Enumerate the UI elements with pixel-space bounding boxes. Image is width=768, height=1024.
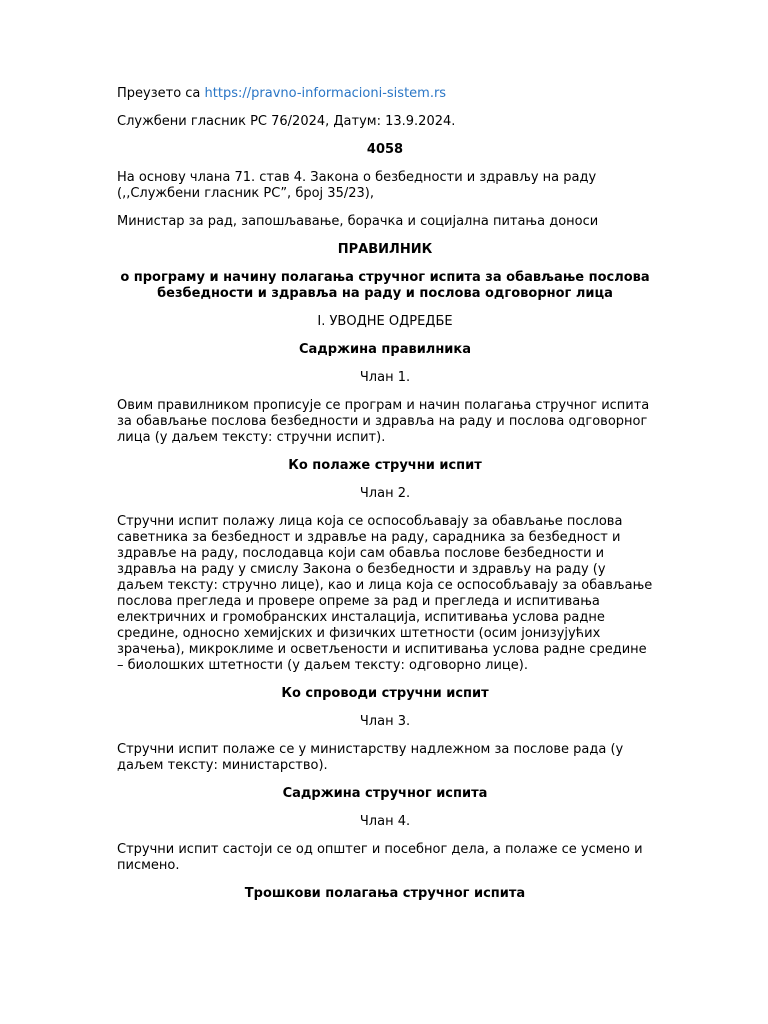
- article-4-heading: Садржина стручног испита: [282, 786, 488, 801]
- article-4-text: Стручни испит састоји се од општег и посебног дела, а полаже се усмено и писмено.: [117, 842, 643, 873]
- source-prefix: Преузето са: [117, 86, 205, 101]
- article-1-label: Члан 1.: [359, 370, 411, 385]
- document-page: [117, 86, 653, 902]
- source-line: [117, 86, 653, 102]
- article-5-heading: Трошкови полагања стручног испита: [244, 886, 526, 901]
- article-3-label: Члан 3.: [359, 714, 411, 729]
- enacting-clause: Министар за рад, запошљавање, борачка и социјална питања доноси: [117, 214, 599, 229]
- article-1-heading: Садржина правилника: [298, 342, 472, 357]
- article-1-text: Овим правилником прописује се програм и начин полагања стручног испита за обављање послова безбедности и здравља на раду и послова одговорног лица (у даљем тексту: стручни испит).: [117, 398, 650, 445]
- gazette-line: Службени гласник РС 76/2024, Датум: 13.9.2024.: [117, 114, 456, 129]
- article-2-heading: Ко полаже стручни испит: [288, 458, 482, 473]
- document-title: о програму и начину полагања стручног испита за обављање послова безбедности и здравља на раду и послова одговорног лица: [120, 270, 650, 301]
- article-2-text: Стручни испит полажу лица која се оспособљавају за обављање послова саветника за безбедност и здравље на раду, сарадника за безбедност и здравље на раду, послодавца који сам обавља послове безбедности и здравља на раду у смислу Закона о безбедности и здрављу на раду (у даљем тексту: стручно лице), као и лица која се оспособљавају за обављање послова прегледа и провере опреме за рад и прегледа и испитивања електричних и громобранских инсталација, испитивања услова радне средине, односно хемијских и физичких штетности (осим јонизујућих зрачења), микроклиме и осветљености и испитивања услова радне средине – биолошких штетности (у даљем тексту: одговорно лице).: [117, 514, 653, 673]
- section-heading: I. УВОДНЕ ОДРЕДБЕ: [317, 314, 453, 329]
- article-3-heading: Ко спроводи стручни испит: [281, 686, 489, 701]
- article-4-label: Члан 4.: [359, 814, 411, 829]
- article-2-label: Члан 2.: [359, 486, 411, 501]
- source-link[interactable]: https://pravno-informacioni-sistem.rs: [204, 86, 447, 101]
- document-type: ПРАВИЛНИК: [337, 242, 433, 257]
- legal-basis: На основу члана 71. став 4. Закона о безбедности и здрављу на раду (,,Службени гласник РС”, број 35/23),: [117, 170, 597, 201]
- article-3-text: Стручни испит полаже се у министарству надлежном за послове рада (у даљем тексту: министарство).: [117, 742, 624, 773]
- document-number: 4058: [366, 142, 404, 157]
